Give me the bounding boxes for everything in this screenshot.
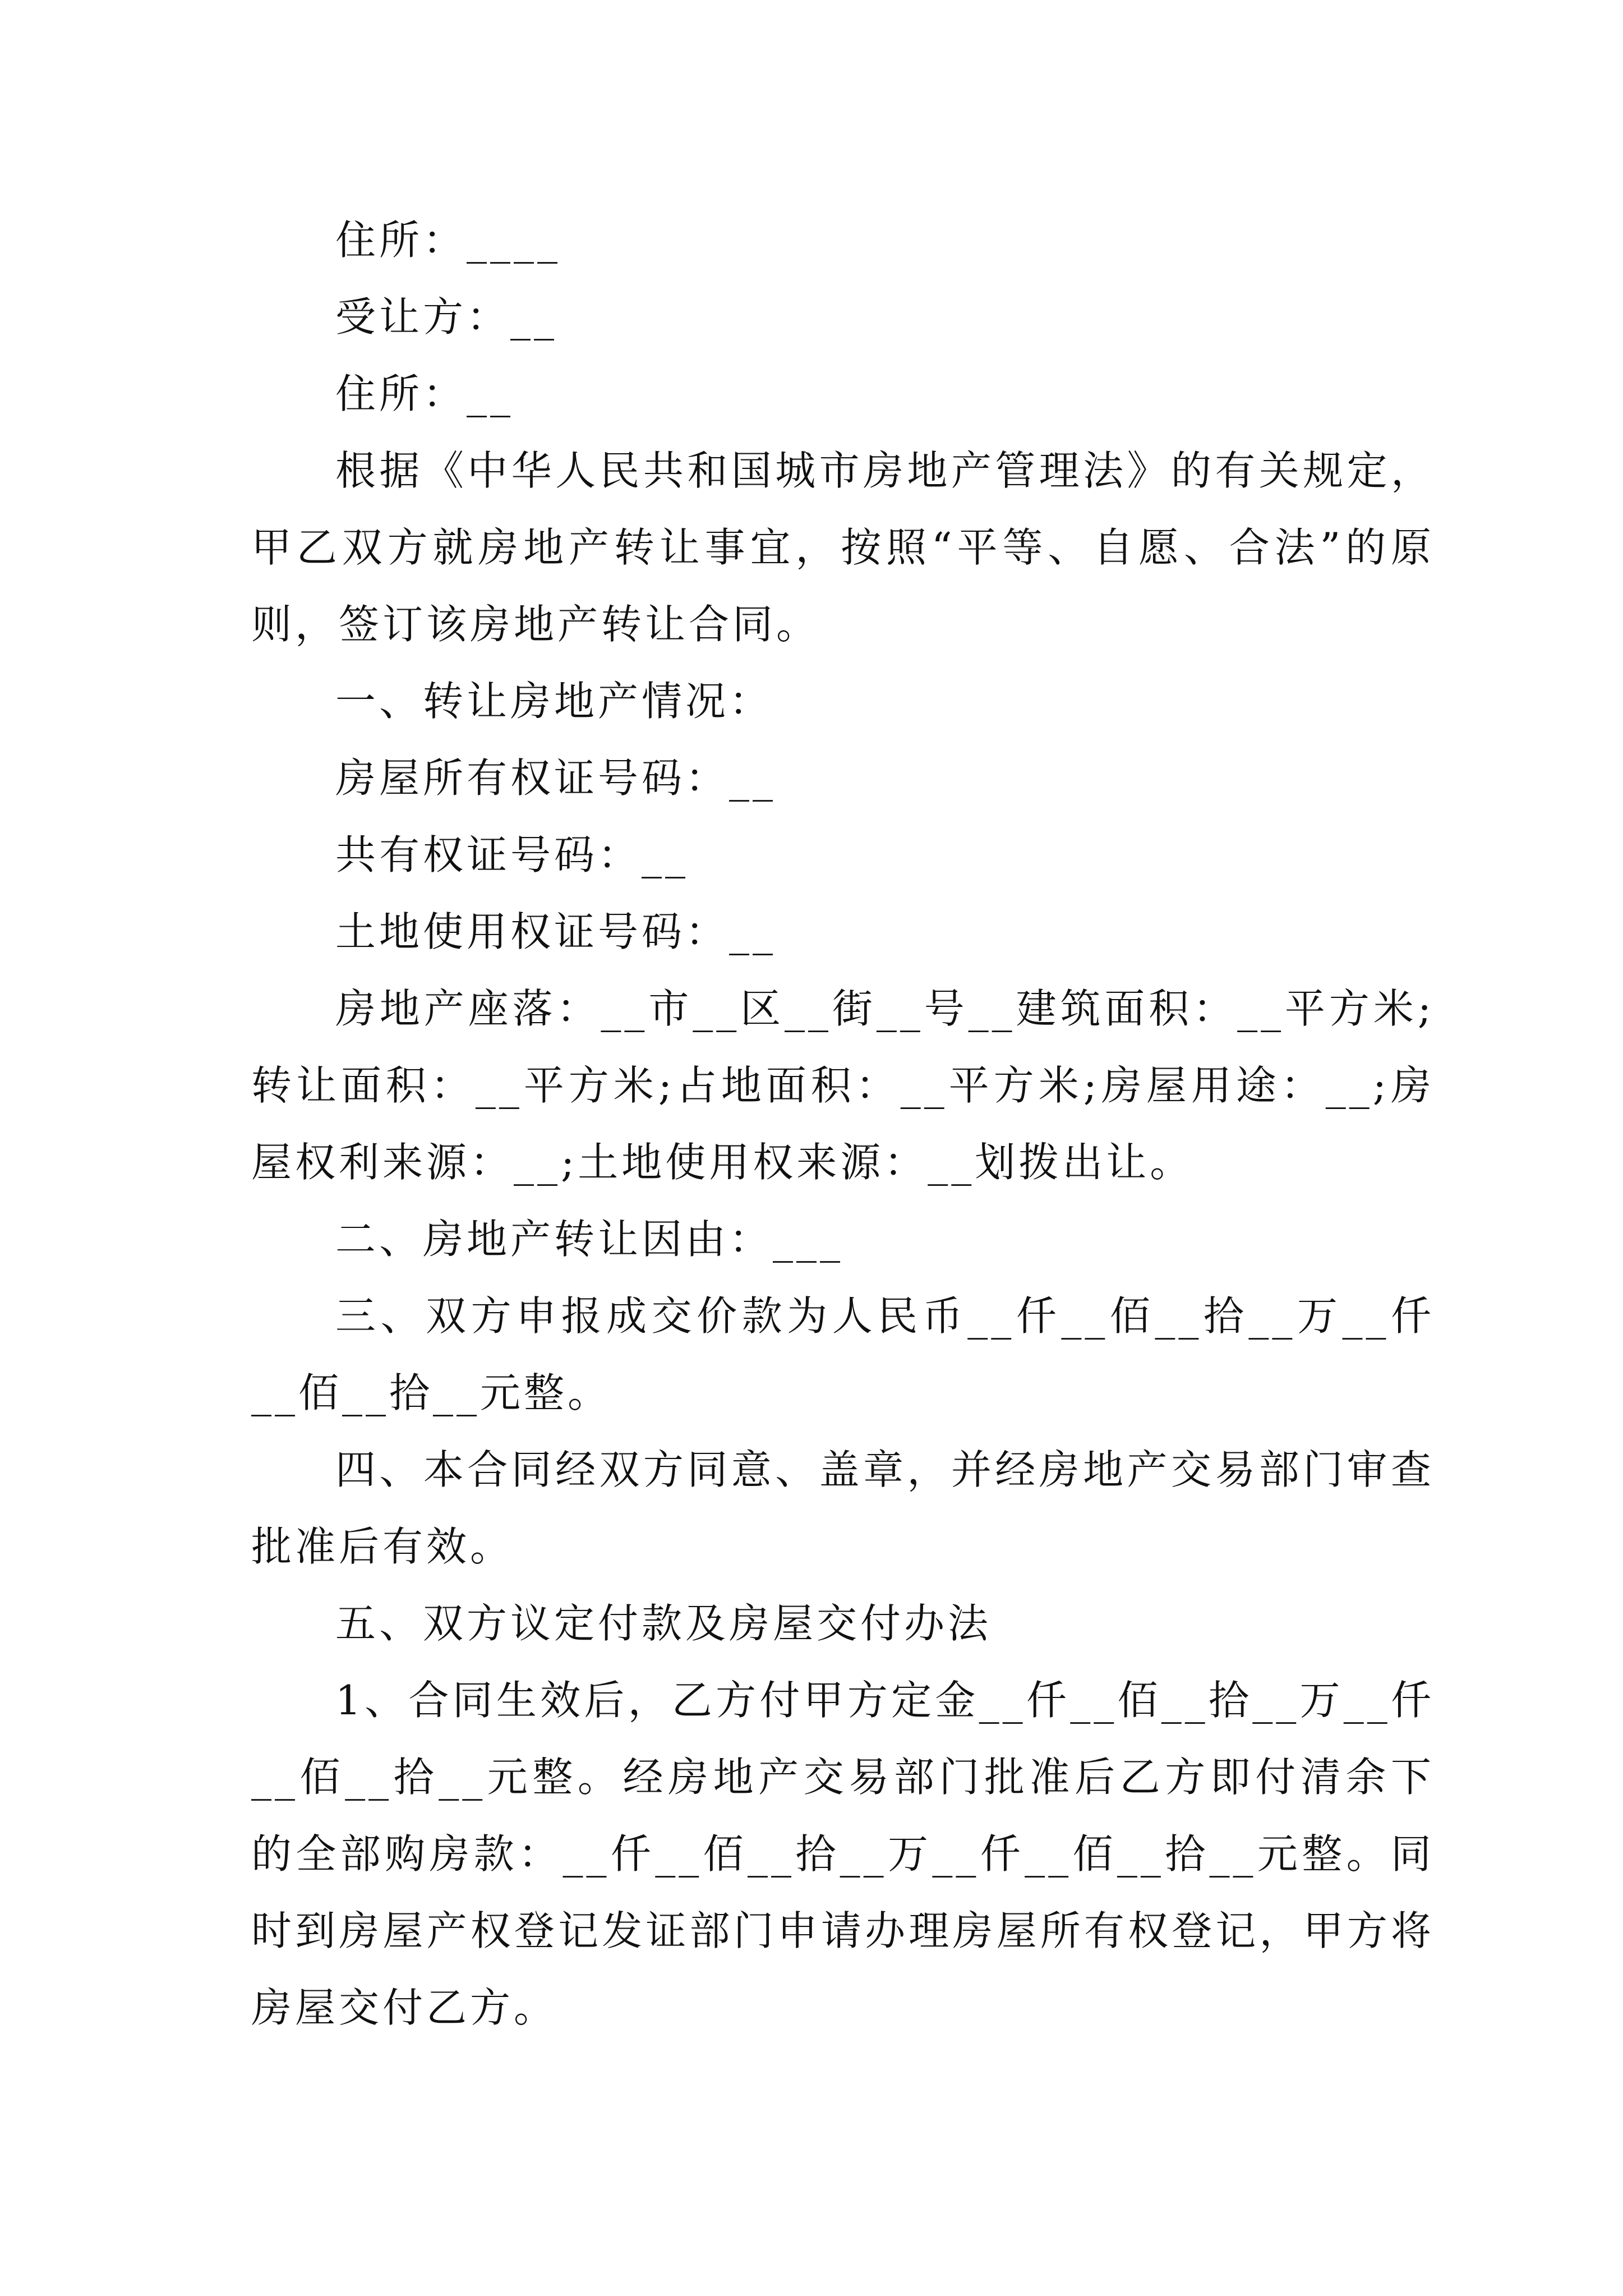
paragraph-property-details: 房地产座落：__市__区__街__号__建筑面积：__平方米;转让面积：__平方米;占地面积：__平方米;房屋用途：__;房屋权利来源：__;土地使用权来源：__划拨出让。 [251, 985, 1435, 1186]
paragraph-buyer-address: 住所：__ [335, 370, 514, 417]
paragraph-buyer: 受让方：__ [335, 293, 558, 341]
contract-body [251, 202, 1435, 2046]
paragraph-seller-address: 住所：____ [335, 217, 561, 264]
heading-section-1: 一、转让房地产情况： [335, 678, 773, 725]
paragraph-preamble: 根据《中华人民共和国城市房地产管理法》的有关规定，甲乙双方就房地产转让事宜，按照“平等、自愿、合法”的原则，签订该房地产转让合同。 [251, 447, 1435, 648]
paragraph-co-ownership-cert: 共有权证号码：__ [335, 831, 689, 878]
paragraph-section-5-item-1: 1、合同生效后，乙方付甲方定金__仟__佰__拾__万__仟__佰__拾__元整。经房地产交易部门批准后乙方即付清余下的全部购房款：__仟__佰__拾__万__仟__佰__拾__元整。同时到房屋产权登记发证部门申请办理房屋所有权登记，甲方将房屋交付乙方。 [251, 1677, 1435, 2031]
heading-section-5: 五、双方议定付款及房屋交付办法 [335, 1600, 992, 1647]
paragraph-land-use-cert: 土地使用权证号码：__ [335, 908, 777, 955]
paragraph-section-3: 三、双方申报成交价款为人民币__仟__佰__拾__万__仟__佰__拾__元整。 [251, 1292, 1435, 1416]
paragraph-ownership-cert: 房屋所有权证号码：__ [335, 754, 777, 802]
paragraph-section-4: 四、本合同经双方同意、盖章，并经房地产交易部门审查批准后有效。 [251, 1446, 1435, 1570]
heading-section-2: 二、房地产转让因由：___ [335, 1216, 844, 1263]
